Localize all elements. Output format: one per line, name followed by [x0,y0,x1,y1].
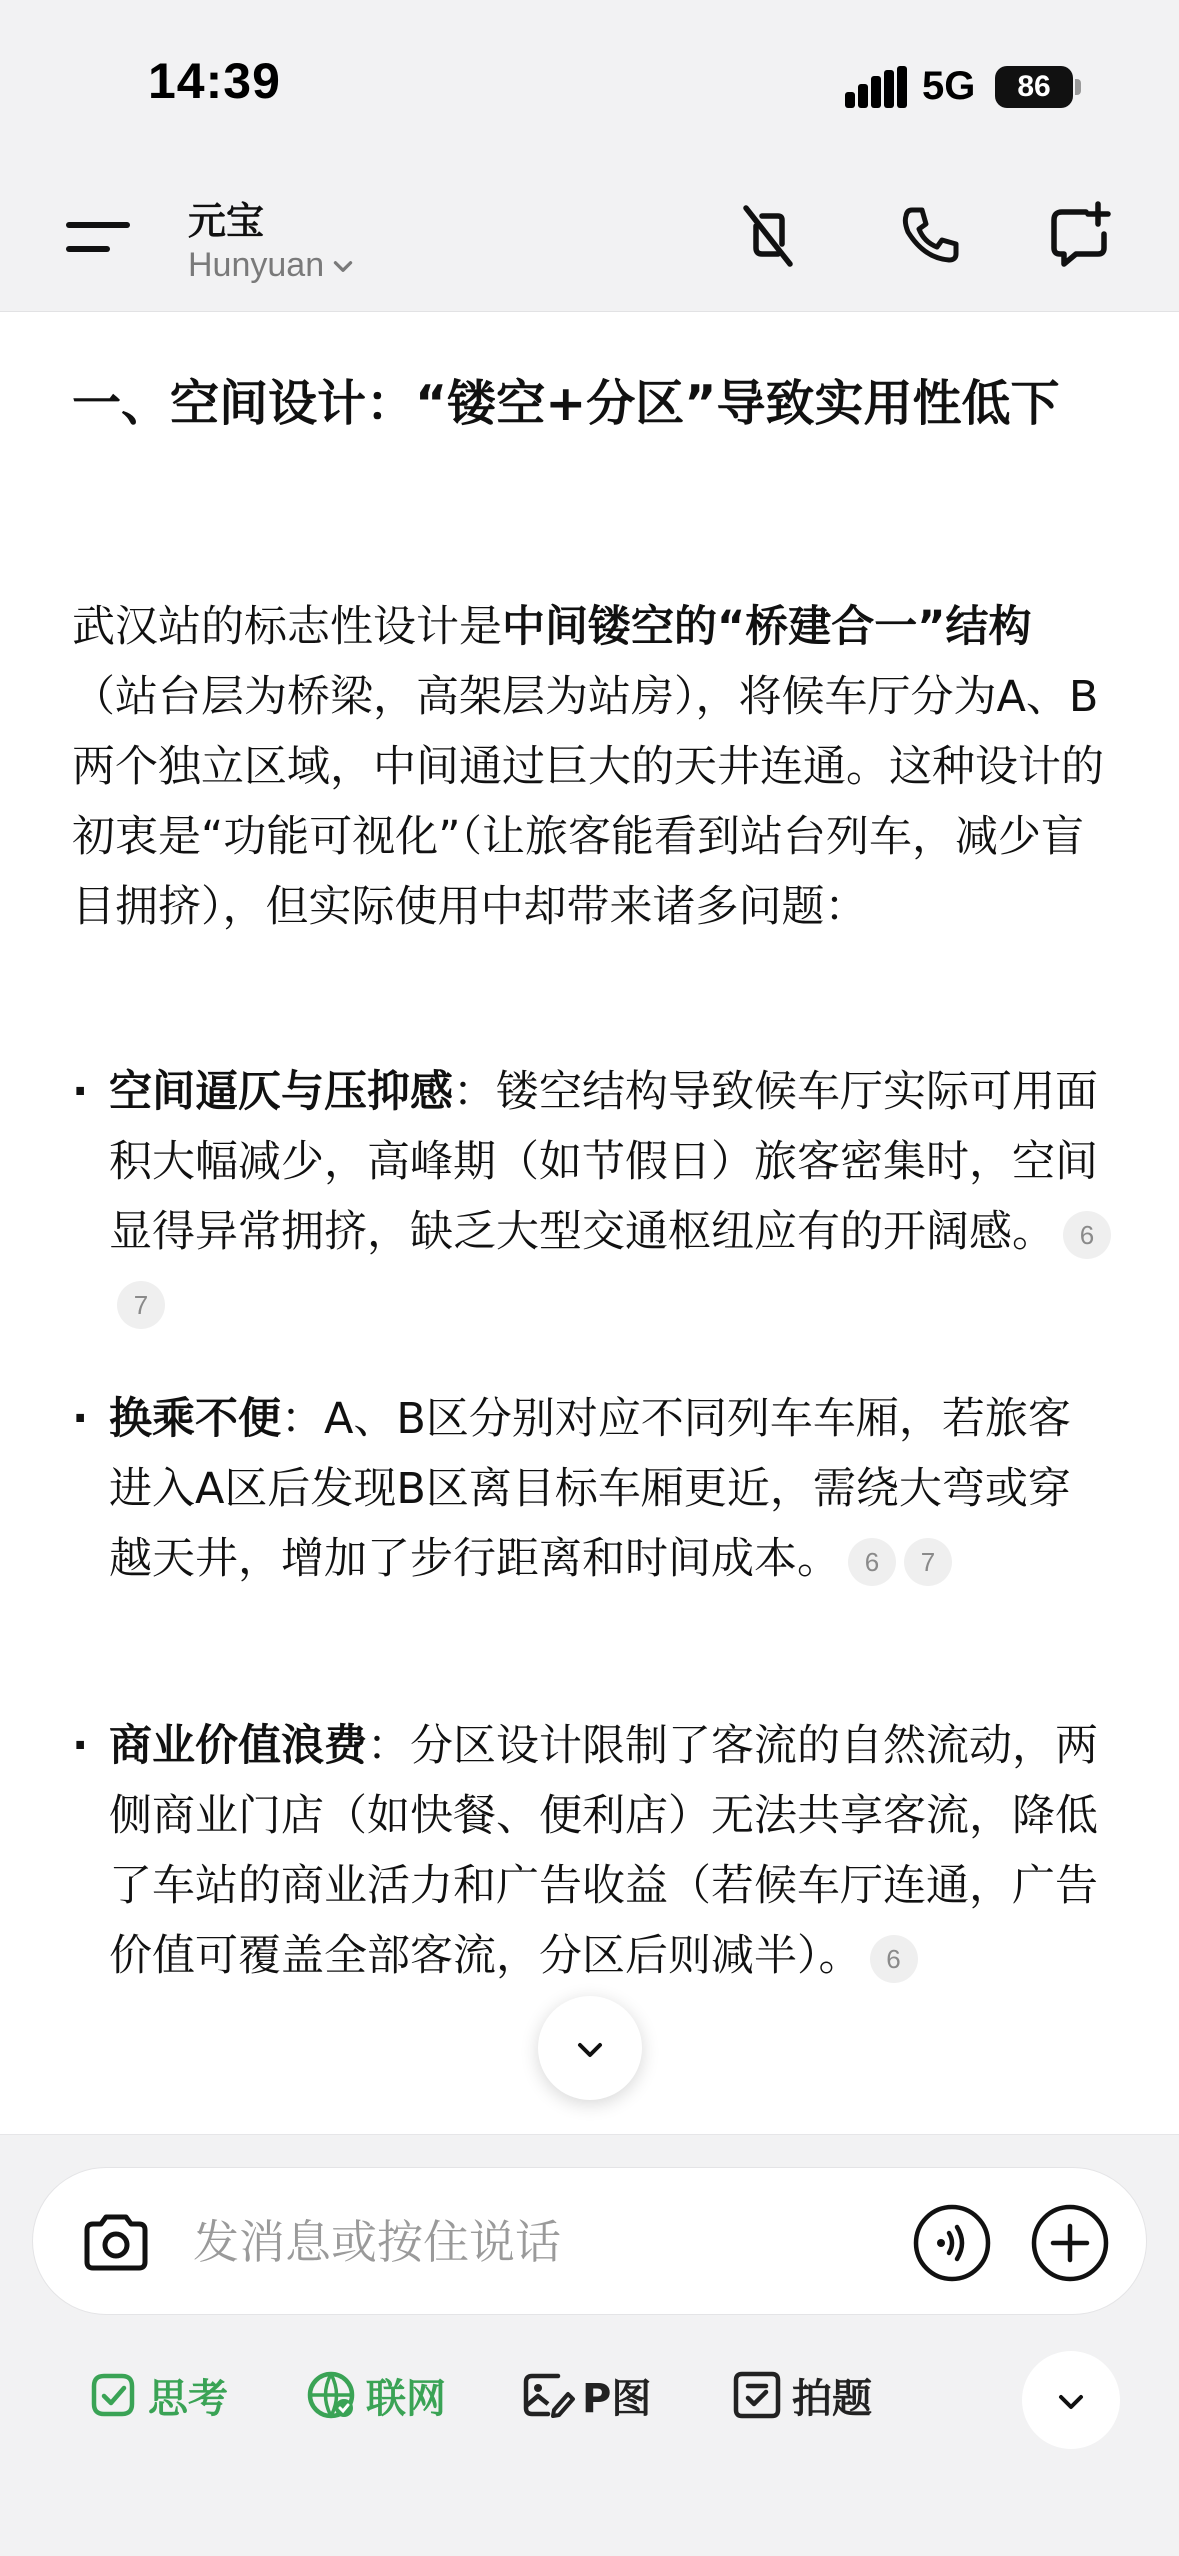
bullet-text: ：分区设计限制了客流的自然流动，两侧商业门店（如快餐、便利店）无法共享客流，降低了车站的商业活力和广告收益（若候车厅连通，广告价值可覆盖全部客流，分区后则减半）。 [109,1721,1098,1981]
app-title: 元宝 [188,199,265,243]
bullet-item [72,1384,1112,1594]
citation-badge[interactable]: 6 [848,1538,896,1586]
chevron-down-icon [570,2030,610,2070]
bullet-body [109,1384,1112,1594]
tool-image-edit[interactable] [518,2365,651,2425]
camera-icon[interactable] [77,2204,155,2282]
battery-level: 86 [1017,70,1051,103]
bullet-title: 商业价值浪费 [109,1721,367,1771]
bullet-text: ：A、B区分别对应不同列车车厢，若旅客进入A区后发现B区离目标车厢更近，需绕大弯或穿越天井，增加了步行距离和时间成本。 [109,1394,1071,1584]
tool-label: 联网 [366,2375,446,2422]
status-time: 14:39 [148,53,281,109]
section-title: 一、空间设计：“镂空+分区”导致实用性低下 [72,375,1060,432]
citation-badge[interactable]: 7 [117,1281,165,1329]
bullet-title: 换乘不便 [109,1394,281,1444]
signal-strength-icon [845,66,907,108]
network-type: 5G [922,64,976,108]
chat-header [0,160,1179,312]
chevron-down-icon [1051,2382,1091,2422]
mute-icon [728,196,808,276]
intro-text-after: （站台层为桥梁，高架层为站房），将候车厅分为A、B两个独立区域，中间通过巨大的天井连通。这种设计的初衷是“功能可视化”（让旅客能看到站台列车，减少盲目拥挤），但实际使用中却带来诸多问题： [72,672,1104,932]
add-icon[interactable] [1029,2202,1111,2284]
intro-text-before: 武汉站的标志性设计是 [72,602,502,652]
message-input[interactable] [193,2204,893,2280]
phone-icon [890,196,970,276]
model-selector[interactable] [188,246,356,285]
bullet-body [109,1057,1112,1337]
citation-badge[interactable]: 7 [904,1538,952,1586]
citation-badge[interactable]: 6 [1063,1211,1111,1259]
battery-tip [1075,79,1081,95]
web-search-icon [302,2366,360,2424]
bullet-title: 空间逼仄与压抑感 [109,1067,453,1117]
bullet-item [72,1057,1112,1337]
model-name: Hunyuan [188,246,325,284]
mute-button[interactable] [728,196,808,276]
composer-area [0,2134,1179,2556]
tool-label: P图 [582,2375,652,2422]
intro-paragraph [72,592,1112,942]
status-bar [0,0,1179,160]
voice-input-icon[interactable] [911,2202,993,2284]
intro-bold-text: 中间镂空的“桥建合一”结构 [502,602,1032,652]
new-chat-button[interactable] [1040,196,1120,276]
menu-icon[interactable] [66,210,130,260]
think-icon [84,2366,142,2424]
tool-web-search[interactable] [302,2365,446,2425]
tool-label: 思考 [148,2375,228,2422]
tool-bar [0,2339,1179,2449]
battery-icon [995,66,1073,108]
bullet-dot: · [72,1721,89,1771]
photo-question-icon [728,2366,786,2424]
scroll-to-bottom-button[interactable] [538,1996,642,2100]
bullet-item [72,1711,1112,1991]
new-chat-icon [1040,196,1120,276]
tool-think[interactable] [84,2365,228,2425]
chevron-down-icon [330,253,356,279]
call-button[interactable] [890,196,970,276]
citation-badge[interactable]: 6 [870,1935,918,1983]
bullet-dot: · [72,1067,89,1117]
tool-label: 拍题 [792,2375,872,2422]
expand-tools-button[interactable] [1022,2351,1120,2449]
message-composer [32,2167,1147,2315]
bullet-dot: · [72,1394,89,1444]
bullet-body [109,1711,1112,1991]
bullet-text: ：镂空结构导致候车厅实际可用面积大幅减少，高峰期（如节假日）旅客密集时，空间显得异常拥挤，缺乏大型交通枢纽应有的开阔感。 [109,1067,1098,1257]
image-edit-icon [518,2366,576,2424]
tool-photo-question[interactable] [728,2365,872,2425]
